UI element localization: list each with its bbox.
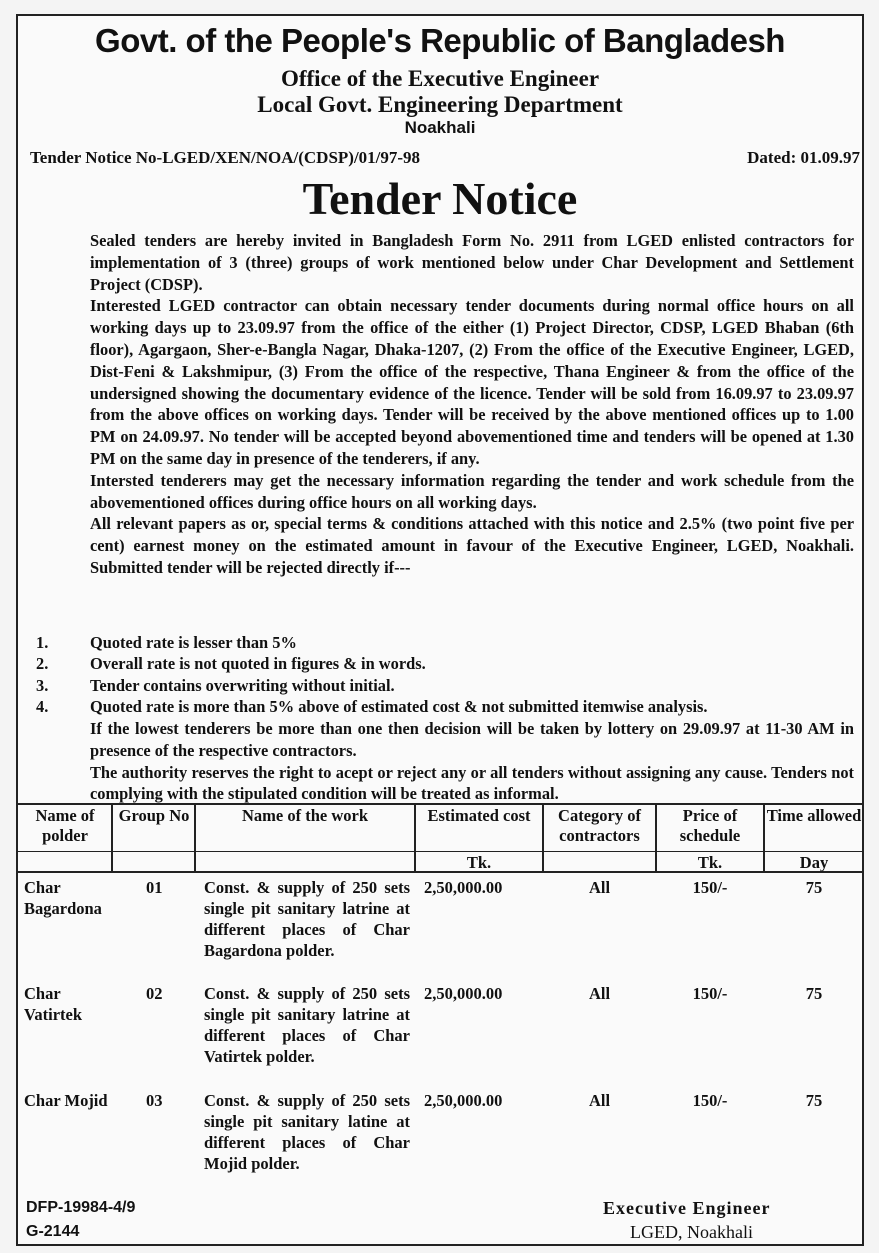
- location-heading: Noakhali: [404, 118, 476, 137]
- table-rule: [18, 803, 862, 805]
- column-header-cost: Estimated cost: [427, 806, 531, 825]
- table-cell-group: 01: [146, 878, 163, 897]
- column-header-time: Time allowed: [766, 806, 862, 825]
- page-title: Tender Notice: [302, 173, 578, 224]
- table-cell-polder: Char Vatirtek: [24, 984, 83, 1024]
- dfp-code: DFP-19984-4/9: [26, 1199, 136, 1216]
- condition-text: Quoted rate is more than 5% above of estimated cost & not submitted itemwise analysis.: [90, 697, 708, 716]
- table-cell-category: All: [588, 1091, 611, 1110]
- condition-number: 2.: [36, 654, 49, 673]
- table-cell-time: 75: [805, 878, 823, 897]
- column-header-polder: Name of polder: [35, 806, 95, 845]
- paragraph-authority: The authority reserves the right to acept or reject any or all tenders without assigning any cause. Tenders not complying with the stipulated condition will be treated as informal.: [90, 762, 854, 804]
- table-cell-work: Const. & supply of 250 sets single pit sanitary latrine at different places of Char Bagardona polder.: [204, 878, 410, 960]
- signatory-office: LGED, Noakhali: [630, 1222, 753, 1242]
- table-cell-price: 150/-: [692, 1091, 728, 1110]
- condition-number: 1.: [36, 633, 49, 652]
- column-header-group: Group No: [118, 806, 190, 825]
- tender-notice-page: [16, 14, 864, 1246]
- table-cell-polder: Char Mojid: [24, 1091, 108, 1110]
- tender-reference: Tender Notice No-LGED/XEN/NOA/(CDSP)/01/97-98: [30, 148, 421, 167]
- paragraph-lottery: If the lowest tenderers be more than one then decision will be taken by lottery on 29.09.97 at 11-30 AM in presence of the respective contractors.: [90, 719, 854, 760]
- condition-text: Overall rate is not quoted in figures & in words.: [90, 654, 426, 673]
- table-cell-time: 75: [805, 1091, 823, 1110]
- table-cell-polder: Char Bagardona: [24, 878, 102, 918]
- office-heading: Office of the Executive Engineer: [280, 66, 600, 91]
- govt-heading: Govt. of the People's Republic of Bangladesh: [95, 22, 785, 59]
- notice-body: [90, 230, 854, 579]
- table-cell-cost: 2,50,000.00: [424, 984, 503, 1003]
- unit-time: Day: [799, 853, 829, 872]
- table-rule: [18, 851, 862, 852]
- g-code: G-2144: [26, 1223, 80, 1240]
- paragraph-documents: Interested LGED contractor can obtain necessary tender documents during normal office hours on all working days up to 23.09.97 from the office of the either (1) Project Director, CDSP, LGED Bhaban (6th floor), Agargaon, Sher-e-Bangla Nagar, Dhaka-1207, (2) From the office of the Executive Engineer, LGED, Dist-Feni & Lakshmipur, (3) From the office of the respective, Thana Engineer & from the office of the undersigned showing the documentary evidence of the licence. Tender will be sold from 16.09.97 to 23.09.97 from the above offices on working days. Tender will be received by the above mentioned offices up to 1.00 PM on 24.09.97. No tender will be accepted beyond abovementioned time and tenders will be opened at 1.30 PM on the same day in presence of the tenderers, if any.: [90, 296, 854, 468]
- table-cell-work: Const. & supply of 250 sets single pit sanitary latine at different places of Char Mojid polder.: [204, 1091, 410, 1173]
- notice-closing: [90, 718, 854, 805]
- table-divider: [111, 803, 113, 871]
- column-header-price: Price of schedule: [679, 806, 741, 845]
- table-cell-category: All: [588, 984, 611, 1003]
- table-cell-time: 75: [805, 984, 823, 1003]
- condition-text: Tender contains overwriting without initial.: [90, 676, 395, 695]
- paragraph-information: Intersted tenderers may get the necessary information regarding the tender and work schedule from the abovementioned offices during office hours on all working days.: [90, 470, 854, 512]
- works-table: [18, 803, 862, 1173]
- column-header-category: Category of contractors: [558, 806, 641, 845]
- table-cell-group: 03: [146, 1091, 163, 1110]
- condition-number: 3.: [36, 676, 49, 695]
- department-heading: Local Govt. Engineering Department: [257, 92, 623, 117]
- paragraph-intro: Sealed tenders are hereby invited in Bangladesh Form No. 2911 from LGED enlisted contractors for implementation of 3 (three) groups of work mentioned below under Char Development and Settlement Project (CDSP).: [90, 231, 854, 294]
- table-cell-cost: 2,50,000.00: [424, 878, 503, 897]
- table-cell-group: 02: [146, 984, 163, 1003]
- condition-number: 4.: [36, 697, 49, 716]
- paragraph-earnest-money: All relevant papers as or, special terms & conditions attached with this notice and 2.5% (two point five per cent) earnest money on the estimated amount in favour of the Executive Engineer, LGED, Noakhali. Submitted tender will be rejected directly if---: [90, 514, 854, 577]
- table-cell-work: Const. & supply of 250 sets single pit sanitary latrine at different places of Char Vatirtek polder.: [204, 984, 410, 1066]
- table-cell-category: All: [588, 878, 611, 897]
- signatory-title: Executive Engineer: [603, 1198, 771, 1218]
- condition-text: Quoted rate is lesser than 5%: [90, 633, 297, 652]
- footer-codes: [26, 1196, 135, 1244]
- column-header-work: Name of the work: [241, 806, 368, 825]
- table-cell-price: 150/-: [692, 878, 728, 897]
- unit-cost: Tk.: [466, 853, 492, 872]
- table-cell-price: 150/-: [692, 984, 728, 1003]
- notice-date: Dated: 01.09.97: [747, 148, 860, 167]
- unit-price: Tk.: [697, 853, 723, 872]
- table-cell-cost: 2,50,000.00: [424, 1091, 503, 1110]
